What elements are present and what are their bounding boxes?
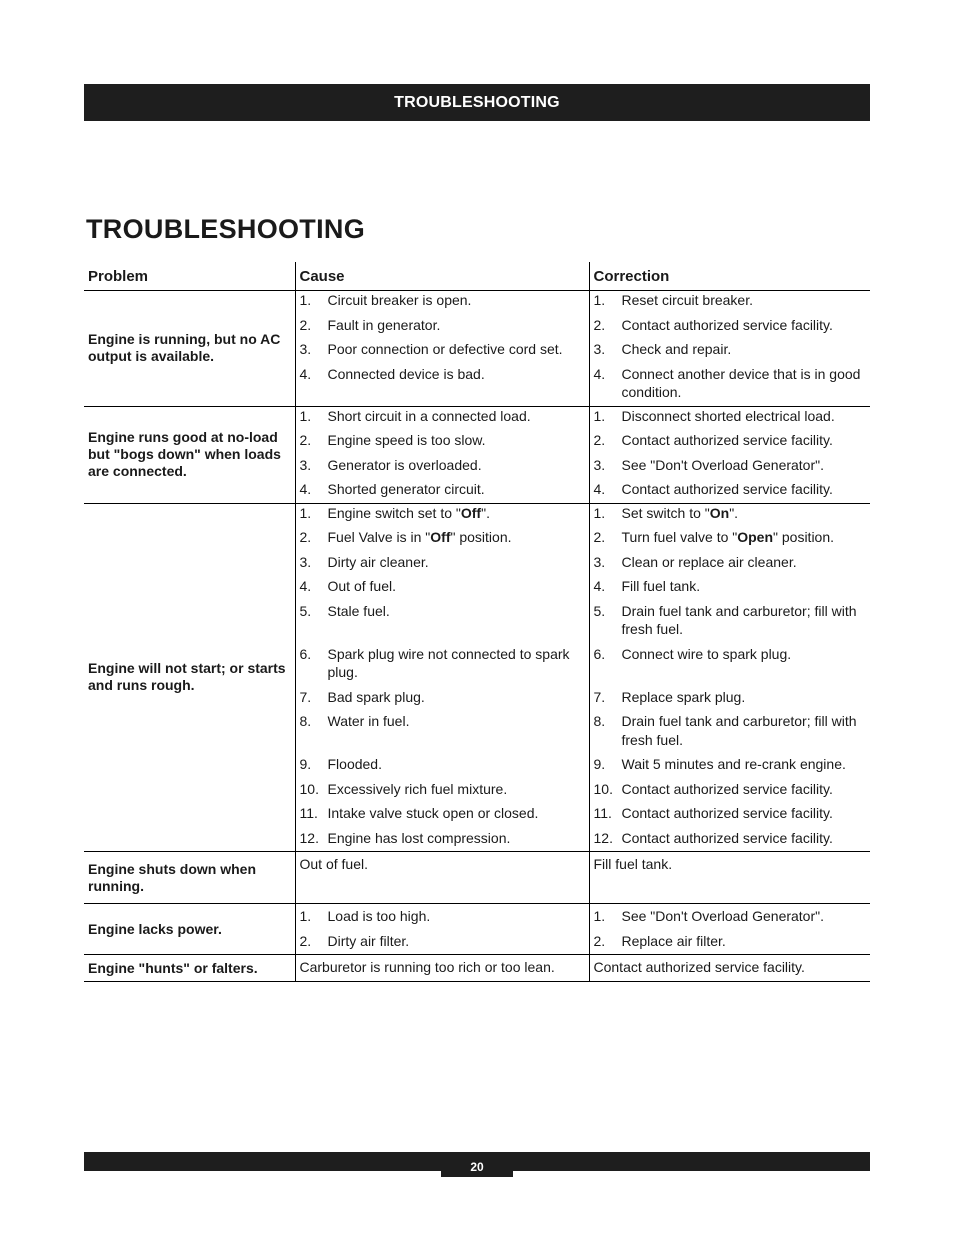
list-item: 12. Contact authorized service facility. (593, 829, 833, 846)
table-header-row (84, 262, 870, 291)
list-item: 9. Wait 5 minutes and re-crank engine. (593, 756, 846, 772)
page-number: 20 (441, 1152, 513, 1177)
list-item: 4. Contact authorized service facility. (593, 481, 833, 497)
list-item: 3. Generator is overloaded. (299, 456, 482, 473)
correction-cell (589, 503, 870, 852)
list-item: 6. Connect wire to spark plug. (593, 645, 792, 662)
list-item: 4. Shorted generator circuit. (299, 481, 485, 497)
list-item: 11. Intake valve stuck open or closed. (299, 805, 539, 821)
list-item: 2. Turn fuel valve to "Open" position. (593, 529, 835, 545)
list-item: 1. Disconnect shorted electrical load. (593, 407, 835, 424)
list-item: 4. Connected device is bad. (299, 365, 485, 382)
header-bar (84, 84, 870, 121)
correction-cell (589, 291, 870, 407)
list-item: 8. Water in fuel. (299, 713, 410, 729)
list-item: 1. See "Don't Overload Generator". (593, 908, 824, 924)
list-item: 1. Set switch to "On". (593, 504, 739, 521)
cause-cell (295, 291, 589, 407)
list-item: 1. Circuit breaker is open. (299, 292, 472, 308)
column-header-problem: Problem (84, 262, 295, 291)
list-item: 2. Dirty air filter. (299, 932, 410, 949)
list-item: 4. Connect another device that is in good condition. (593, 365, 861, 400)
problem-cell: Engine "hunts" or falters. (84, 955, 295, 982)
correction-cell (589, 406, 870, 503)
list-item: 7. Bad spark plug. (299, 688, 425, 705)
list-item: 12. Engine has lost compression. (299, 829, 511, 846)
list-item: 1. Short circuit in a connected load. (299, 407, 531, 424)
table-row (84, 503, 870, 852)
list-item: 3. See "Don't Overload Generator". (593, 456, 824, 473)
cause-cell (295, 406, 589, 503)
problem-cell: Engine lacks power. (84, 904, 295, 955)
list-item: 2. Fuel Valve is in "Off" position. (299, 529, 512, 545)
list-item: 8. Drain fuel tank and carburetor; fill with fresh fuel. (593, 713, 857, 748)
table-row (84, 406, 870, 503)
list-item: 2. Fault in generator. (299, 316, 441, 333)
list-item: 4. Out of fuel. (299, 578, 396, 594)
list-item: 1. Load is too high. (299, 908, 431, 924)
list-item: 2. Replace air filter. (593, 932, 726, 949)
correction-cell: Fill fuel tank. (589, 852, 870, 904)
problem-cell: Engine is running, but no AC output is available. (84, 291, 295, 407)
column-header-cause: Cause (295, 262, 589, 291)
list-item: 3. Check and repair. (593, 341, 732, 357)
list-item: 4. Fill fuel tank. (593, 578, 701, 594)
list-item: 2. Engine speed is too slow. (299, 432, 486, 448)
list-item: 5. Drain fuel tank and carburetor; fill with fresh fuel. (593, 602, 857, 637)
list-item: 9. Flooded. (299, 756, 382, 772)
list-item: 3. Poor connection or defective cord set. (299, 341, 563, 357)
list-item: 1. Engine switch set to "Off". (299, 504, 490, 521)
page-title: TROUBLESHOOTING (86, 214, 365, 244)
list-item: 2. Contact authorized service facility. (593, 316, 833, 333)
correction-cell: Contact authorized service facility. (589, 955, 870, 982)
list-item: 10. Contact authorized service facility. (593, 780, 833, 797)
list-item: 5. Stale fuel. (299, 602, 390, 619)
problem-cell: Engine will not start; or starts and runs rough. (84, 503, 295, 852)
table-row (84, 955, 870, 982)
problem-cell: Engine shuts down when running. (84, 852, 295, 904)
table-row (84, 291, 870, 407)
cause-cell (295, 503, 589, 852)
header-title: TROUBLESHOOTING (394, 94, 560, 111)
cause-cell: Out of fuel. (295, 852, 589, 904)
problem-cell: Engine runs good at no-load but "bogs down" when loads are connected. (84, 406, 295, 503)
troubleshooting-table (84, 262, 870, 982)
list-item: 1. Reset circuit breaker. (593, 292, 753, 308)
correction-cell (589, 904, 870, 955)
table-row (84, 852, 870, 904)
list-item: 3. Dirty air cleaner. (299, 553, 429, 570)
cause-cell: Carburetor is running too rich or too lean. (295, 955, 589, 982)
list-item: 11. Contact authorized service facility. (593, 805, 833, 821)
list-item: 2. Contact authorized service facility. (593, 432, 833, 448)
list-item: 10. Excessively rich fuel mixture. (299, 780, 508, 797)
cause-cell (295, 904, 589, 955)
list-item: 3. Clean or replace air cleaner. (593, 553, 797, 570)
column-header-correction: Correction (589, 262, 870, 291)
table-row (84, 904, 870, 955)
list-item: 7. Replace spark plug. (593, 688, 746, 705)
list-item: 6. Spark plug wire not connected to spark plug. (299, 645, 570, 680)
